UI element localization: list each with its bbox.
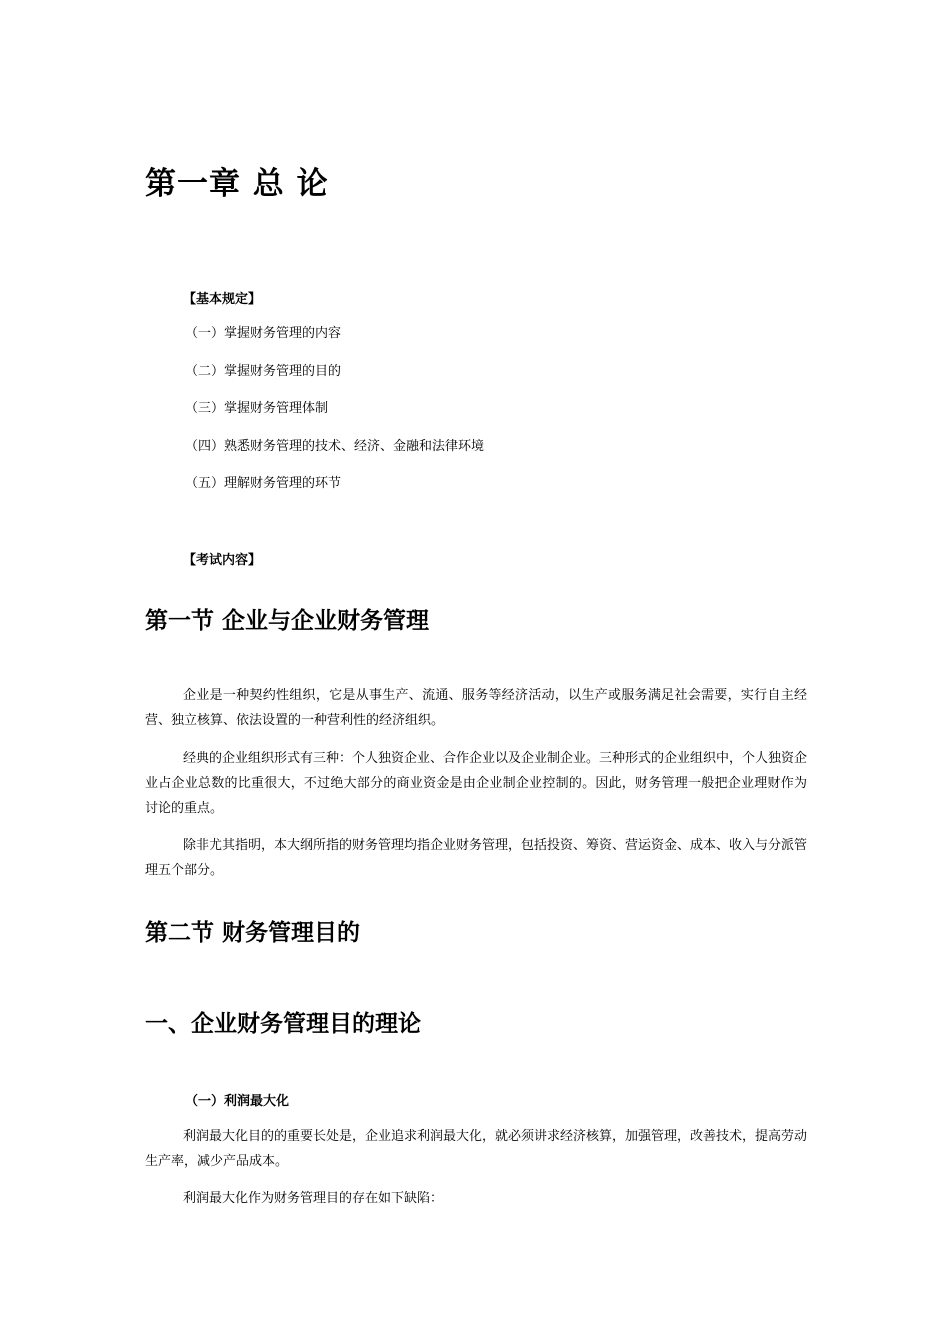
list-item: （四）熟悉财务管理的技术、经济、金融和法律环境 xyxy=(185,438,485,454)
paragraph: 经典的企业组织形式有三种：个人独资企业、合作企业以及企业制企业。三种形式的企业组织中，个人独资企业占企业总数的比重很大，不过绝大部分的商业资金是由企业制企业控制的。因此，财务管理一般把企业理财作为讨论的重点。 xyxy=(145,751,808,816)
sub-heading: （一）利润最大化 xyxy=(185,1094,290,1109)
exam-content-heading: 【考试内容】 xyxy=(183,553,262,568)
list-item: （五）理解财务管理的环节 xyxy=(185,476,342,491)
list-item: （三）掌握财务管理体制 xyxy=(185,401,329,416)
paragraph: 企业是一种契约性组织，它是从事生产、流通、服务等经济活动，以生产或服务满足社会需要，实行自主经营、独立核算、依法设置的一种营利性的经济组织。 xyxy=(145,688,807,728)
paragraph: 利润最大化目的的重要长处是，企业追求利润最大化，就必须讲求经济核算，加强管理，改善技术，提高劳动生产率，减少产品成本。 xyxy=(145,1129,808,1169)
list-item: （二）掌握财务管理的目的 xyxy=(185,363,342,379)
requirements-list xyxy=(185,324,484,512)
section-title: 第二节 财务管理目的 xyxy=(145,920,361,946)
subsection-title: 一、企业财务管理目的理论 xyxy=(145,1011,421,1037)
list-item: （一）掌握财务管理的内容 xyxy=(185,326,342,341)
basic-requirements-heading: 【基本规定】 xyxy=(183,292,262,307)
paragraph: 除非尤其指明，本大纲所指的财务管理均指企业财务管理，包括投资、筹资、营运资金、成本、收入与分派管理五个部分。 xyxy=(145,838,808,878)
paragraph: 利润最大化作为财务管理目的存在如下缺陷： xyxy=(183,1191,444,1206)
section-title: 第一节 企业与企业财务管理 xyxy=(145,608,430,634)
chapter-title: 第一章 总 论 xyxy=(145,166,329,202)
